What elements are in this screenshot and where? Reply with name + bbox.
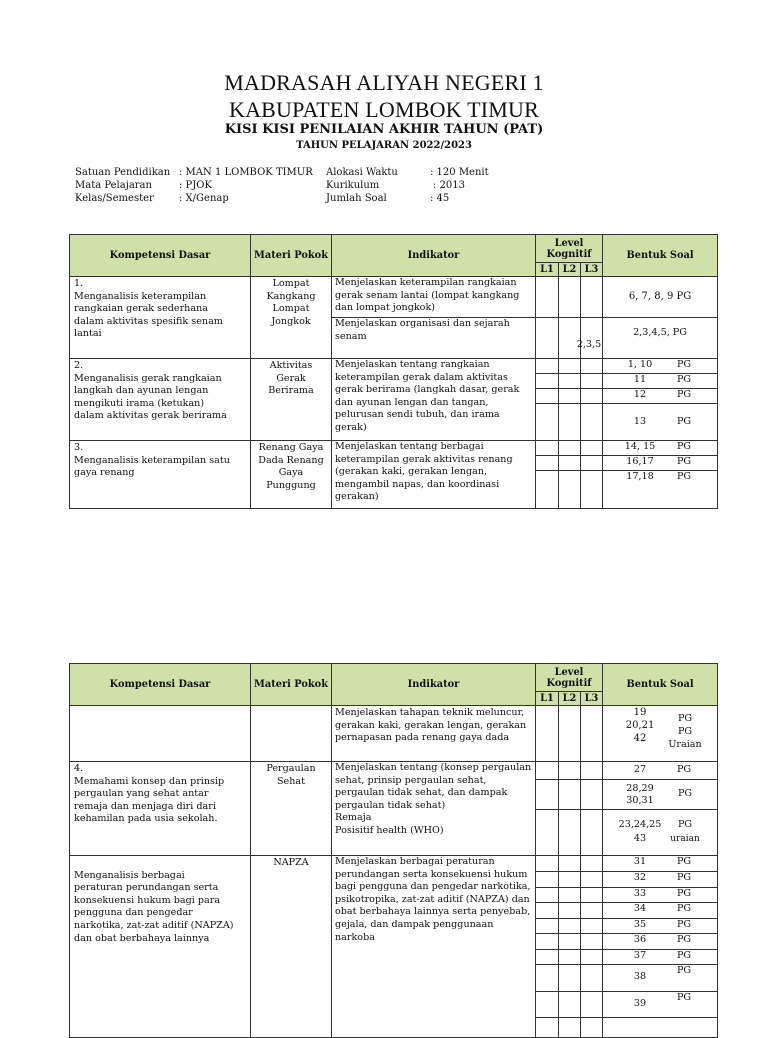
- col-header-l3: L3: [581, 263, 603, 277]
- bentuk-soal-cell: [603, 374, 718, 389]
- kd-cell: [70, 441, 251, 509]
- question-type: PG: [676, 950, 692, 961]
- l2-cell: [559, 780, 581, 810]
- l3-cell: [576, 318, 603, 359]
- question-numbers: 1, 10: [627, 359, 653, 370]
- meta-label: Mata Pelajaran: [75, 180, 152, 191]
- l2-cell: [559, 872, 581, 888]
- l3-cell: [581, 277, 603, 318]
- question-numbers: 34: [633, 903, 647, 914]
- question-numbers: 30,31: [626, 794, 654, 806]
- materi-cell: [251, 277, 332, 359]
- col-header-l3: L3: [581, 692, 603, 706]
- question-type: PG: [676, 919, 692, 930]
- indikator-text: Remaja: [335, 812, 372, 824]
- table-row: [70, 277, 718, 318]
- l1-cell: [536, 919, 559, 934]
- l2-cell: [559, 374, 581, 389]
- col-header-level: Level Kognitif: [536, 235, 603, 263]
- l1-cell: [536, 389, 559, 404]
- bentuk-soal-cell: [603, 456, 718, 471]
- meta-value: : 45: [430, 193, 450, 204]
- meta-label: Jumlah Soal: [326, 193, 387, 204]
- question-type: uraian: [670, 834, 700, 844]
- kisi-table-2: [69, 663, 718, 1038]
- materi-cell: [251, 359, 332, 441]
- table-row: [70, 706, 718, 762]
- materi-text: Pergaulan Sehat: [266, 763, 316, 787]
- materi-text: Aktivitas Gerak Berirama: [268, 360, 314, 397]
- question-numbers: 11: [633, 374, 647, 385]
- bentuk-soal-cell: [603, 903, 718, 919]
- question-numbers: 17,18: [626, 471, 654, 482]
- col-header-level: Level Kognitif: [536, 664, 603, 692]
- col-header-l1: L1: [536, 263, 559, 277]
- l1-cell: [536, 810, 559, 856]
- question-numbers: 19: [633, 707, 647, 718]
- l1-cell: [536, 404, 559, 441]
- kd-cell: [70, 359, 251, 441]
- l1-cell: [536, 856, 559, 872]
- kd-cell: [70, 706, 251, 762]
- question-type: PG: [677, 819, 693, 830]
- question-numbers: 37: [633, 950, 647, 961]
- question-type: PG: [676, 888, 692, 899]
- school-region: KABUPATEN LOMBOK TIMUR: [229, 97, 539, 122]
- l1-cell: [536, 872, 559, 888]
- l2-cell: [559, 706, 581, 762]
- col-header-mp: Materi Pokok: [251, 664, 332, 706]
- meta-value: : 2013: [433, 180, 465, 191]
- l2-cell: [559, 277, 581, 318]
- question-type: PG: [677, 713, 693, 724]
- question-type: PG: [676, 456, 692, 467]
- question-type: PG: [676, 471, 692, 482]
- meta-value: : 120 Menit: [430, 167, 489, 178]
- indikator-cell: Menjelaskan tahapan teknik meluncur, gerakan kaki, gerakan lengan, gerakan pernapasan pada renang gaya dada: [332, 706, 536, 762]
- question-numbers: 43: [633, 833, 647, 844]
- question-numbers: 12: [633, 389, 647, 400]
- col-header-ind: Indikator: [332, 664, 536, 706]
- l1-cell: [536, 441, 559, 456]
- bentuk-soal-cell: 2,3,4,5, PG: [603, 318, 718, 359]
- question-type: PG: [676, 389, 692, 400]
- bentuk-soal-cell: [603, 888, 718, 903]
- l2-cell: [559, 934, 581, 950]
- bentuk-soal-cell: [603, 471, 718, 509]
- col-header-kd: Kompetensi Dasar: [70, 235, 251, 277]
- kd-number: 2.: [74, 360, 84, 371]
- l3-cell: [581, 706, 603, 762]
- question-type: PG: [676, 359, 692, 370]
- kd-text: Menganalisis keterampilan rangkaian gerak sederhana dalam aktivitas spesifik senam lantai: [74, 290, 223, 340]
- l2-cell: [559, 318, 581, 359]
- l3-cell: [581, 810, 603, 856]
- bentuk-soal-cell: [603, 965, 718, 992]
- question-type: PG: [676, 856, 692, 867]
- l1-cell: [536, 903, 559, 919]
- l2-cell: [559, 888, 581, 903]
- col-header-l1: L1: [536, 692, 559, 706]
- question-numbers: 35: [633, 919, 647, 930]
- bentuk-soal-cell: [603, 950, 718, 965]
- question-type: PG: [676, 903, 692, 914]
- l1-cell: [536, 888, 559, 903]
- table-row: [70, 856, 718, 872]
- l1-cell: [536, 780, 559, 810]
- question-numbers: 42: [633, 733, 647, 744]
- l1-cell: [536, 374, 559, 389]
- indikator-cell: Menjelaskan keterampilan rangkaian gerak senam lantai (lompat kangkang dan lompat jongkok): [332, 277, 536, 318]
- kd-text: Menganalisis berbagai peraturan perundangan serta konsekuensi hukum bagi para pengguna dan pengedar narkotika, zat-zat aditif (NAPZA) dan obat berbahaya lainnya: [74, 869, 234, 944]
- indikator-text: Posisitif health (WHO): [335, 824, 444, 836]
- col-header-kd: Kompetensi Dasar: [70, 664, 251, 706]
- meta-label: Kurikulum: [326, 180, 380, 191]
- l3-cell: [581, 404, 603, 441]
- l1-cell: [536, 950, 559, 965]
- bentuk-soal-cell: [603, 810, 718, 856]
- indikator-cell: Menjelaskan tentang rangkaian keterampilan gerak dalam aktivitas gerak berirama (langkah dasar, gerak dan ayunan lengan dan tangan, pelurusan sendi tubuh, dan irama gerak): [332, 359, 536, 441]
- l3-cell: [581, 1018, 603, 1038]
- l3-cell: [581, 389, 603, 404]
- l2-cell: [559, 441, 581, 456]
- question-type: PG: [676, 441, 692, 452]
- l3-cell: [581, 872, 603, 888]
- l3-cell: [581, 441, 603, 456]
- question-numbers: 20,21: [625, 720, 655, 731]
- question-type: PG: [676, 764, 692, 776]
- question-numbers: 14, 15: [624, 441, 656, 452]
- l1-cell: [536, 965, 559, 992]
- bentuk-soal-cell: [603, 706, 718, 762]
- question-numbers: 27: [633, 764, 647, 776]
- bentuk-soal-cell: [603, 919, 718, 934]
- question-numbers: 33: [633, 888, 647, 899]
- question-numbers: 39: [633, 998, 647, 1009]
- bentuk-soal-cell: [603, 992, 718, 1018]
- question-type: PG: [676, 872, 692, 883]
- meta-value: : PJOK: [179, 180, 212, 191]
- l1-cell: [536, 706, 559, 762]
- l2-cell: [559, 404, 581, 441]
- l2-cell: [559, 992, 581, 1018]
- kd-number: 3.: [74, 442, 84, 453]
- question-numbers: 32: [633, 872, 647, 883]
- kd-number: 4.: [74, 763, 84, 774]
- bentuk-soal-cell: [603, 1018, 718, 1038]
- col-header-l2: L2: [559, 263, 581, 277]
- question-type: PG: [677, 726, 693, 737]
- question-type: PG: [676, 934, 692, 945]
- l3-cell: [581, 374, 603, 389]
- materi-cell: [251, 762, 332, 856]
- question-numbers: 23,24,25: [618, 819, 662, 830]
- indikator-cell: Menjelaskan berbagai peraturan perundangan serta konsekuensi hukum bagi pengguna dan pengedar narkotika, psikotropika, zat-zat aditif (NAPZA) dan obat berbahaya lainnya serta penyebab, gejala, dan dampak penggunaan narkoba: [332, 856, 536, 1038]
- school-year: TAHUN PELAJARAN 2022/2023: [296, 140, 472, 151]
- materi-text: Renang Gaya Dada Renang Gaya Punggung: [258, 442, 324, 491]
- l1-cell: [536, 471, 559, 509]
- l3-value: 2,3,5: [576, 339, 602, 351]
- question-numbers: 38: [633, 971, 647, 982]
- l3-cell: [581, 950, 603, 965]
- l1-cell: [536, 277, 559, 318]
- l2-cell: [559, 1018, 581, 1038]
- question-type: PG: [676, 374, 692, 385]
- bentuk-soal-cell: [603, 856, 718, 872]
- bentuk-soal-cell: [603, 780, 718, 810]
- l3-cell: [581, 780, 603, 810]
- bentuk-soal-cell: [603, 441, 718, 456]
- l3-cell: [581, 919, 603, 934]
- meta-right: [326, 166, 489, 205]
- l3-cell: [581, 992, 603, 1018]
- materi-cell: [251, 706, 332, 762]
- meta-value: : MAN 1 LOMBOK TIMUR: [179, 167, 313, 178]
- l1-cell: [536, 934, 559, 950]
- l1-cell: [536, 456, 559, 471]
- meta-left: [75, 166, 313, 205]
- indikator-cell: [332, 762, 536, 856]
- question-numbers: 16,17: [626, 456, 654, 467]
- materi-cell: NAPZA: [251, 856, 332, 1038]
- materi-text: Lompat Kangkang Lompat Jongkok: [266, 278, 316, 327]
- l2-cell: [559, 903, 581, 919]
- kd-cell: [70, 762, 251, 856]
- l3-cell: [581, 965, 603, 992]
- l2-cell: [559, 950, 581, 965]
- l2-cell: [559, 856, 581, 872]
- question-type: PG: [677, 788, 693, 800]
- bentuk-soal-cell: [603, 762, 718, 780]
- l2-cell: [559, 389, 581, 404]
- indikator-cell: Menjelaskan tentang berbagai keterampilan gerak aktivitas renang (gerakan kaki, gerakan lengan, mengambil napas, dan koordinasi gerakan): [332, 441, 536, 509]
- l1-cell: [536, 762, 559, 780]
- meta-label: Alokasi Waktu: [326, 167, 398, 178]
- materi-cell: [251, 441, 332, 509]
- meta-value: : X/Genap: [179, 193, 229, 204]
- school-name: MADRASAH ALIYAH NEGERI 1: [224, 70, 544, 95]
- l3-cell: [581, 762, 603, 780]
- l2-cell: [559, 919, 581, 934]
- l2-cell: [559, 359, 581, 374]
- question-numbers: 28,29: [626, 782, 654, 794]
- meta-label: Satuan Pendidikan: [75, 167, 171, 178]
- l3-cell: [581, 359, 603, 374]
- kd-text: Menganalisis keterampilan satu gaya renang: [74, 454, 230, 479]
- bentuk-soal-cell: [603, 359, 718, 374]
- question-numbers: 36: [633, 934, 647, 945]
- l2-cell: [559, 965, 581, 992]
- col-header-mp: Materi Pokok: [251, 235, 332, 277]
- bentuk-soal-cell: [603, 872, 718, 888]
- question-numbers: 31: [633, 856, 647, 867]
- kd-text: Memahami konsep dan prinsip pergaulan yang sehat antar remaja dan menjaga diri dari kehamilan pada usia sekolah.: [74, 775, 225, 825]
- bentuk-soal-cell: [603, 404, 718, 441]
- table-row: [70, 441, 718, 456]
- kd-text: Menganalisis gerak rangkaian langkah dan ayunan lengan mengikuti irama (ketukan) dalam aktivitas gerak berirama: [74, 372, 227, 422]
- col-header-ind: Indikator: [332, 235, 536, 277]
- kd-cell: [70, 856, 251, 1038]
- kisi-table-1: [69, 234, 718, 509]
- l1-cell: [536, 992, 559, 1018]
- bentuk-soal-cell: 6, 7, 8, 9 PG: [603, 277, 718, 318]
- bentuk-soal-cell: [603, 934, 718, 950]
- l3-cell: [581, 903, 603, 919]
- l2-cell: [559, 762, 581, 780]
- col-header-bs: Bentuk Soal: [603, 664, 718, 706]
- question-type: PG: [676, 992, 692, 1003]
- l3-cell: [581, 856, 603, 872]
- question-numbers: 13: [633, 415, 647, 427]
- question-type: Uraian: [668, 739, 702, 750]
- table-row: [70, 762, 718, 780]
- l3-cell: [581, 471, 603, 509]
- meta-label: Kelas/Semester: [75, 193, 154, 204]
- col-header-bs: Bentuk Soal: [603, 235, 718, 277]
- question-type: PG: [676, 965, 692, 976]
- indikator-text: Menjelaskan tentang (konsep pergaulan sehat, prinsip pergaulan sehat, pergaulan tidak sehat, dan dampak pergaulan tidak sehat): [335, 762, 532, 811]
- l2-cell: [559, 810, 581, 856]
- document-title: KISI KISI PENILAIAN AKHIR TAHUN (PAT): [224, 122, 544, 137]
- l1-cell: [536, 359, 559, 374]
- kd-number: 1.: [74, 278, 84, 289]
- indikator-cell: Menjelaskan organisasi dan sejarah senam: [332, 318, 536, 359]
- l1-cell: [536, 1018, 559, 1038]
- l1-cell: [536, 318, 559, 359]
- table-row: [70, 359, 718, 374]
- l3-cell: [581, 456, 603, 471]
- col-header-l2: L2: [559, 692, 581, 706]
- bentuk-soal-cell: [603, 389, 718, 404]
- kd-cell: [70, 277, 251, 359]
- l2-cell: [559, 456, 581, 471]
- question-type: PG: [676, 415, 692, 427]
- l3-cell: [581, 888, 603, 903]
- l2-cell: [559, 471, 581, 509]
- l3-cell: [581, 934, 603, 950]
